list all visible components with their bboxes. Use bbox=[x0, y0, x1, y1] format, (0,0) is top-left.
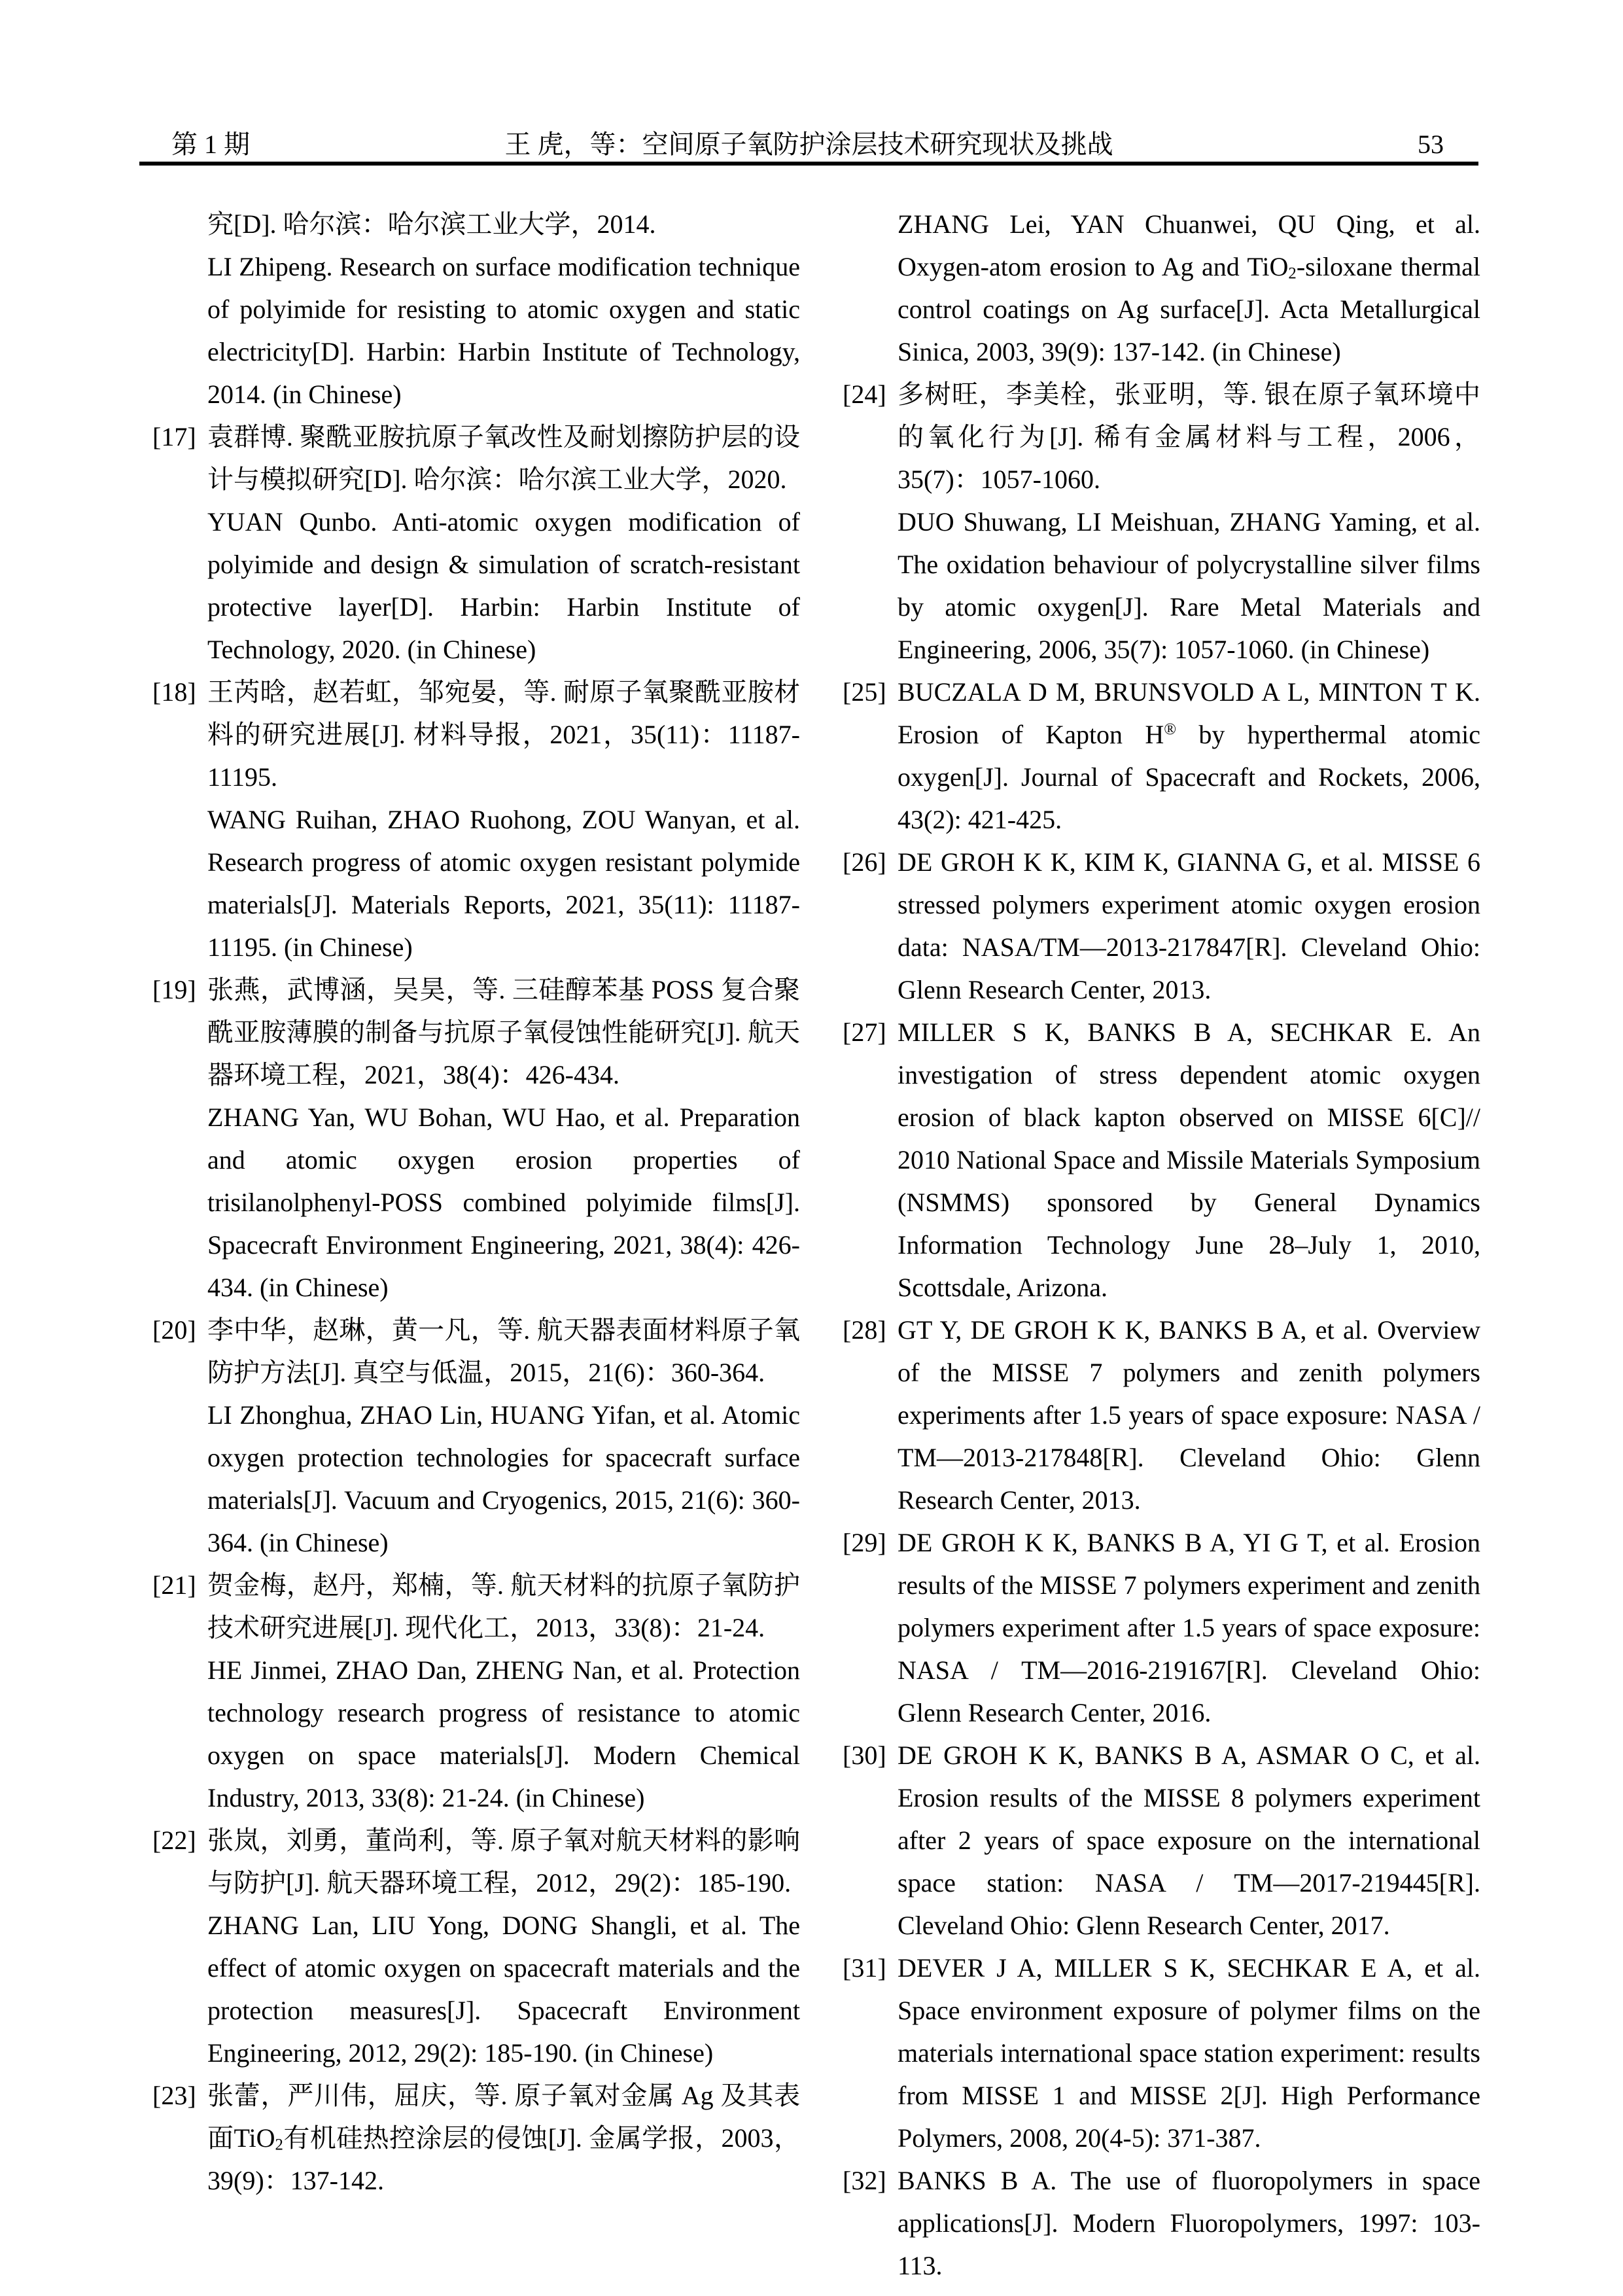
reference-body bbox=[207, 1819, 800, 2074]
references-column-left bbox=[152, 203, 800, 2202]
reference-item bbox=[152, 1309, 800, 1564]
reference-number: [23] bbox=[152, 2081, 196, 2110]
reference-item bbox=[843, 203, 1480, 373]
reference-body bbox=[898, 841, 1480, 1011]
reference-item bbox=[843, 671, 1480, 841]
reference-number: [27] bbox=[843, 1017, 886, 1047]
reference-body bbox=[898, 2159, 1480, 2287]
header-page-number: 53 bbox=[1418, 130, 1444, 159]
reference-text: LI Zhipeng. Research on surface modification technique of polyimide for resisting to atomic oxygen and static electricity[D]. Harbin: Harbin Institute of Technology, 2014. (in Chinese) bbox=[207, 252, 800, 409]
reference-text: DE GROH K K, KIM K, GIANNA G, et al. MISSE 6 stressed polymers experiment atomic oxygen erosion data: NASA/TM—2013-217847[R]. Cleveland Ohio: Glenn Research Center, 2013. bbox=[898, 847, 1480, 1004]
reference-body bbox=[207, 415, 800, 671]
reference-body bbox=[898, 1734, 1480, 1947]
reference-text: GT Y, DE GROH K K, BANKS B A, et al. Overview of the MISSE 7 polymers and zenith polymers experiments after 1.5 years of space exposure: NASA / TM—2013-217848[R]. Cleveland Ohio: Glenn Research Center, 2013. bbox=[898, 1315, 1480, 1515]
header-rule bbox=[139, 162, 1478, 166]
reference-text: DUO Shuwang, LI Meishuan, ZHANG Yaming, et al. The oxidation behaviour of polycrystalline silver films by atomic oxygen[J]. Rare Metal Materials and Engineering, 2006, 35(7): 1057-1060. (in Chinese) bbox=[898, 507, 1480, 664]
reference-item bbox=[152, 203, 800, 415]
reference-number: [28] bbox=[843, 1315, 886, 1345]
reference-number: [31] bbox=[843, 1953, 886, 1983]
reference-text: 李中华，赵琳，黄一凡，等. 航天器表面材料原子氧防护方法[J]. 真空与低温，2015，21(6)：360-364. bbox=[207, 1315, 800, 1387]
reference-text: 王芮晗，赵若虹，邹宛晏，等. 耐原子氧聚酰亚胺材料的研究进展[J]. 材料导报，2021，35(11)：11187-11195. bbox=[207, 677, 800, 792]
reference-body bbox=[207, 1309, 800, 1564]
reference-text: DE GROH K K, BANKS B A, ASMAR O C, et al. Erosion results of the MISSE 8 polymers experiment after 2 years of space exposure on the international space station: NASA / TM—2017-219445[R]. Cleveland Ohio: Glenn Research Center, 2017. bbox=[898, 1740, 1480, 1940]
reference-item bbox=[843, 1734, 1480, 1947]
reference-number: [29] bbox=[843, 1528, 886, 1557]
reference-item bbox=[843, 1309, 1480, 1521]
reference-body bbox=[207, 2074, 800, 2202]
reference-text: BUCZALA D M, BRUNSVOLD A L, MINTON T K. Erosion of Kapton H® by hyperthermal atomic oxygen[J]. Journal of Spacecraft and Rockets, 2006, 43(2): 421-425. bbox=[898, 677, 1480, 834]
reference-number: [24] bbox=[843, 380, 886, 409]
reference-body bbox=[898, 1011, 1480, 1309]
header-issue-label: 第 1 期 bbox=[171, 130, 250, 159]
reference-number: [22] bbox=[152, 1826, 196, 1855]
reference-body bbox=[898, 373, 1480, 671]
reference-item bbox=[152, 415, 800, 671]
reference-body bbox=[898, 1947, 1480, 2159]
reference-number: [21] bbox=[152, 1570, 196, 1600]
reference-item bbox=[843, 1521, 1480, 1734]
reference-number: [25] bbox=[843, 677, 886, 707]
reference-text: DEVER J A, MILLER S K, SECHKAR E A, et al. Space environment exposure of polymer films on the materials international space station experiment: results from MISSE 1 and MISSE 2[J]. High Performance Polymers, 2008, 20(4-5): 371-387. bbox=[898, 1953, 1480, 2153]
reference-text: 贺金梅，赵丹，郑楠，等. 航天材料的抗原子氧防护技术研究进展[J]. 现代化工，2013，33(8)：21-24. bbox=[207, 1570, 800, 1642]
reference-body bbox=[207, 1564, 800, 1819]
reference-text: 张岚，刘勇，董尚利，等. 原子氧对航天材料的影响与防护[J]. 航天器环境工程，2012，29(2)：185-190. bbox=[207, 1826, 800, 1898]
reference-body bbox=[207, 203, 800, 415]
reference-body bbox=[898, 1309, 1480, 1521]
reference-item bbox=[843, 1947, 1480, 2159]
reference-text: ZHANG Yan, WU Bohan, WU Hao, et al. Preparation and atomic oxygen erosion properties of trisilanolphenyl-POSS combined polyimide films[J]. Spacecraft Environment Engineering, 2021, 38(4): 426-434. (in Chinese) bbox=[207, 1103, 800, 1302]
reference-body bbox=[898, 1521, 1480, 1734]
reference-text: 张蕾，严川伟，屈庆，等. 原子氧对金属 Ag 及其表面TiO$_2$有机硅热控涂层的侵蚀[J]. 金属学报，2003，39(9)：137-142. bbox=[207, 2081, 800, 2195]
reference-item bbox=[843, 373, 1480, 671]
references-column-right bbox=[843, 203, 1480, 2287]
reference-text: 张燕，武博涵，吴昊，等. 三硅醇苯基 POSS 复合聚酰亚胺薄膜的制备与抗原子氧侵蚀性能研究[J]. 航天器环境工程，2021，38(4)：426-434. bbox=[207, 975, 800, 1089]
reference-text: LI Zhonghua, ZHAO Lin, HUANG Yifan, et al. Atomic oxygen protection technologies for spacecraft surface materials[J]. Vacuum and Cryogenics, 2015, 21(6): 360-364. (in Chinese) bbox=[207, 1400, 800, 1557]
reference-text: DE GROH K K, BANKS B A, YI G T, et al. Erosion results of the MISSE 7 polymers experiment and zenith polymers experiment after 1.5 years of space exposure: NASA / TM—2016-219167[R]. Cleveland Ohio: Glenn Research Center, 2016. bbox=[898, 1528, 1480, 1727]
reference-item bbox=[843, 1011, 1480, 1309]
reference-text: 袁群博. 聚酰亚胺抗原子氧改性及耐划擦防护层的设计与模拟研究[D]. 哈尔滨：哈尔滨工业大学，2020. bbox=[207, 422, 800, 494]
reference-text: ZHANG Lan, LIU Yong, DONG Shangli, et al. The effect of atomic oxygen on spacecraft materials and the protection measures[J]. Spacecraft Environment Engineering, 2012, 29(2): 185-190. (in Chinese) bbox=[207, 1911, 800, 2068]
header-running-title: 王 虎，等：空间原子氧防护涂层技术研究现状及挑战 bbox=[504, 130, 1113, 159]
reference-number: [20] bbox=[152, 1315, 196, 1345]
reference-item bbox=[152, 1819, 800, 2074]
reference-body bbox=[207, 968, 800, 1309]
reference-text: WANG Ruihan, ZHAO Ruohong, ZOU Wanyan, et al. Research progress of atomic oxygen resistant polymide materials[J]. Materials Reports, 2021, 35(11): 11187-11195. (in Chinese) bbox=[207, 805, 800, 962]
reference-body bbox=[898, 203, 1480, 373]
reference-text: ZHANG Lei, YAN Chuanwei, QU Qing, et al. Oxygen-atom erosion to Ag and TiO$_2$-siloxane thermal control coatings on Ag surface[J]. Acta Metallurgical Sinica, 2003, 39(9): 137-142. (in Chinese) bbox=[898, 209, 1480, 366]
reference-number: [30] bbox=[843, 1740, 886, 1770]
reference-text: MILLER S K, BANKS B A, SECHKAR E. An investigation of stress dependent atomic oxygen erosion of black kapton observed on MISSE 6[C]// 2010 National Space and Missile Materials Symposium (NSMMS) sponsored by General Dynamics Information Technology June 28–July 1, 2010, Scottsdale, Arizona. bbox=[898, 1017, 1480, 1302]
reference-item bbox=[843, 2159, 1480, 2287]
reference-body bbox=[207, 671, 800, 968]
reference-text: HE Jinmei, ZHAO Dan, ZHENG Nan, et al. Protection technology research progress of resistance to atomic oxygen on space materials[J]. Modern Chemical Industry, 2013, 33(8): 21-24. (in Chinese) bbox=[207, 1655, 800, 1812]
reference-item bbox=[152, 968, 800, 1309]
reference-number: [32] bbox=[843, 2166, 886, 2195]
reference-item bbox=[152, 1564, 800, 1819]
reference-text: BANKS B A. The use of fluoropolymers in space applications[J]. Modern Fluoropolymers, 1997: 103-113. bbox=[898, 2166, 1480, 2280]
reference-item bbox=[152, 2074, 800, 2202]
reference-body bbox=[898, 671, 1480, 841]
reference-text: YUAN Qunbo. Anti-atomic oxygen modification of polyimide and design & simulation of scratch-resistant protective layer[D]. Harbin: Harbin Institute of Technology, 2020. (in Chinese) bbox=[207, 507, 800, 664]
reference-item bbox=[152, 671, 800, 968]
reference-number: [19] bbox=[152, 975, 196, 1004]
reference-number: [26] bbox=[843, 847, 886, 877]
reference-text: 多树旺，李美栓，张亚明，等. 银在原子氧环境中的氧化行为[J]. 稀有金属材料与工程，2006，35(7)：1057-1060. bbox=[898, 380, 1480, 494]
reference-item bbox=[843, 841, 1480, 1011]
reference-number: [18] bbox=[152, 677, 196, 707]
reference-number: [17] bbox=[152, 422, 196, 451]
reference-text: 究[D]. 哈尔滨：哈尔滨工业大学，2014. bbox=[207, 209, 656, 239]
